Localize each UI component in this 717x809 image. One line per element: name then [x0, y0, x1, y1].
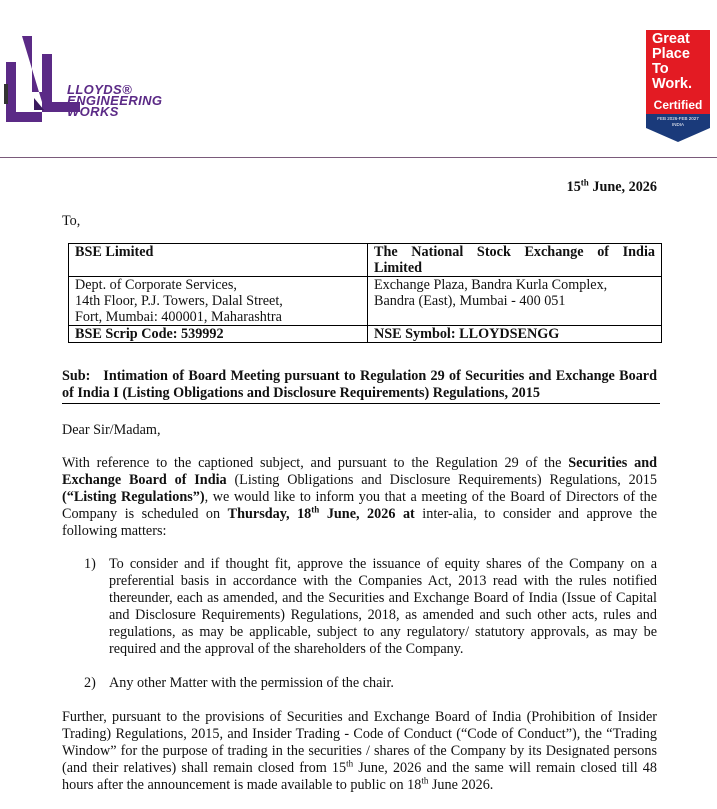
- para2-text: June, 2026 and the same will remain closed till 48 hours after the announcement is made available to public on 18: [62, 760, 657, 793]
- nse-address: [368, 277, 662, 326]
- salutation: Dear Sir/Madam,: [62, 422, 161, 438]
- nse-symbol: NSE Symbol: LLOYDSENGG: [368, 326, 662, 343]
- para1-text: , we would like to inform you that a meeting of the Board of Directors of the Company is scheduled on: [62, 489, 657, 522]
- meeting-day: Thursday, 18: [227, 506, 312, 522]
- para2-text: June 2026.: [428, 777, 494, 793]
- list-item-text: To consider and if thought fit, approve the issuance of equity shares of the Company on a preferential basis in accordance with the Companies Act, 2013 read with the rules notified thereunder, each as amended, and the Securities and Exchange Board of India (Issue of Capital and Disclosure Requirements) Regulations, 2018, as amended and such other acts, rules and regulations, as may be applicable, subject to any regulatory/ statutory approvals, as may be required and the approval of the shareholders of the Company.: [109, 556, 657, 657]
- logo-wordmark: [67, 84, 162, 117]
- bse-address-line: Dept. of Corporate Services,: [75, 277, 237, 293]
- para1-bold: Securities and Exchange Board of India: [62, 455, 657, 488]
- logo-line-2: ENGINEERING: [67, 93, 163, 108]
- date-rest: June, 2026: [588, 179, 657, 195]
- nse-address-line: Bandra (East), Mumbai - 400 051: [374, 293, 566, 309]
- to-label: To,: [62, 213, 81, 229]
- para1-text: inter-alia, to consider and approve the following matters:: [62, 506, 657, 539]
- gptw-badge-text: [652, 32, 708, 92]
- nse-address-line: Exchange Plaza, Bandra Kurla Complex,: [374, 277, 608, 293]
- meeting-date-rest: June, 2026 at: [319, 506, 415, 522]
- bse-address-line: 14th Floor, P.J. Towers, Dalal Street,: [75, 293, 283, 309]
- bse-scrip-code: BSE Scrip Code: 539992: [69, 326, 368, 343]
- gptw-country: INDIA: [671, 122, 684, 127]
- list-item-number: 1): [84, 556, 96, 572]
- trading-window-paragraph: [62, 709, 657, 794]
- bse-address-line: Fort, Mumbai: 400001, Maharashtra: [75, 309, 282, 325]
- list-item-text: Any other Matter with the permission of the chair.: [109, 675, 394, 691]
- subject-underline: [62, 403, 660, 404]
- date-suffix: th: [580, 177, 589, 188]
- para2-sup: th: [346, 758, 354, 769]
- para1-bold: (“Listing Regulations”): [62, 489, 205, 505]
- logo-line-3: WORKS: [67, 104, 119, 119]
- gptw-line-1: Great: [652, 31, 690, 47]
- gptw-date-range: FEB 2026-FEB 2027: [657, 116, 699, 121]
- bse-address: [69, 277, 368, 326]
- para2-sup: th: [421, 775, 429, 786]
- date-day: 15: [566, 179, 581, 195]
- bse-name: BSE Limited: [69, 244, 368, 277]
- letter-date: [567, 179, 657, 196]
- para2-text: Further, pursuant to the provisions of Securities and Exchange Board of India (Prohibition of Insider Trading) Regulations, 2015, and Insider Trading - Code of Conduct (“Code of Conduct”), the “Trading Window” for the purpose of trading in the securities / shares of the Company by its Designated persons (and their relatives) shall remain closed from 15: [62, 709, 657, 776]
- intro-paragraph: [62, 455, 657, 540]
- gptw-line-2: Place: [652, 46, 690, 62]
- gptw-line-3: To: [652, 61, 669, 77]
- gptw-line-4: Work.: [652, 76, 693, 92]
- gptw-certified: Certified: [653, 98, 703, 112]
- nse-name: The National Stock Exchange of India Limited: [368, 244, 662, 277]
- subject-line: Sub: Intimation of Board Meeting pursuant to Regulation 29 of Securities and Exchange Board of India I (Listing Obligations and Disclosure Requirements) Regulations, 2015: [62, 368, 661, 401]
- para1-text: With reference to the captioned subject, and pursuant to the Regulation 29 of the: [62, 455, 569, 471]
- logo-line-1: LLOYDS®: [67, 82, 133, 97]
- address-table: [68, 243, 662, 343]
- para1-text: (Listing Obligations and Disclosure Requirements) Regulations, 2015: [226, 472, 657, 488]
- meeting-date: [228, 506, 415, 522]
- meeting-day-suffix: th: [311, 504, 320, 515]
- list-item-number: 2): [84, 675, 96, 691]
- gptw-dates: [648, 116, 708, 128]
- header-divider: [0, 157, 717, 158]
